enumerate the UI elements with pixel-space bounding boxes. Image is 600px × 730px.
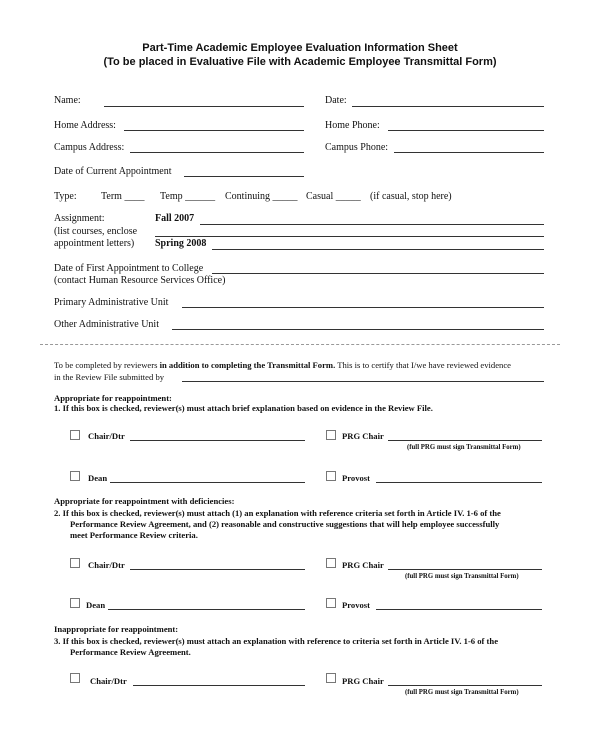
page-subtitle: (To be placed in Evaluative File with Academic Employee Transmittal Form): [103, 56, 497, 68]
fall-term-field-2[interactable]: [155, 236, 544, 237]
type-temp[interactable]: Temp ______: [160, 191, 216, 202]
section-2-provost-checkbox[interactable]: [326, 598, 336, 608]
current-appointment-label: Date of Current Appointment: [54, 166, 172, 177]
section-2-heading: Appropriate for reappointment with deficiencies:: [54, 496, 235, 506]
section-2-chair-label: Chair/Dtr: [88, 560, 125, 570]
section-3-prg-label: PRG Chair: [342, 676, 384, 686]
type-continuing[interactable]: Continuing _____: [225, 191, 298, 202]
section-1-dean-field[interactable]: [110, 482, 305, 483]
campus-phone-label: Campus Phone:: [325, 142, 389, 153]
home-phone-field[interactable]: [388, 130, 544, 131]
section-1-provost-checkbox[interactable]: [326, 471, 336, 481]
section-1-item: 1. If this box is checked, reviewer(s) must attach brief explanation based on evidence in the Review File.: [54, 403, 433, 413]
reviewers-pre: To be completed by reviewers: [54, 360, 158, 370]
section-1-prg-label: PRG Chair: [342, 431, 384, 441]
name-label: Name:: [54, 95, 81, 106]
review-file-field[interactable]: [182, 381, 544, 382]
reviewers-line-2: in the Review File submitted by: [54, 372, 165, 382]
first-appointment-label: Date of First Appointment to College: [54, 263, 204, 274]
date-field[interactable]: [352, 106, 544, 107]
type-casual[interactable]: Casual _____: [306, 191, 361, 202]
section-3-item-2: Performance Review Agreement.: [70, 647, 191, 657]
section-2-prg-checkbox[interactable]: [326, 558, 336, 568]
section-2-chair-field[interactable]: [130, 569, 305, 570]
section-3-prg-checkbox[interactable]: [326, 673, 336, 683]
section-1-heading: Appropriate for reappointment:: [54, 393, 172, 403]
primary-unit-label: Primary Administrative Unit: [54, 297, 169, 308]
section-2-chair-checkbox[interactable]: [70, 558, 80, 568]
other-unit-field[interactable]: [172, 329, 544, 330]
reviewers-line-1: [54, 360, 511, 370]
section-2-item-3: meet Performance Review criteria.: [70, 530, 198, 540]
first-appointment-field[interactable]: [212, 273, 544, 274]
divider: [40, 344, 560, 345]
assignment-note-1: (list courses, enclose: [54, 226, 138, 237]
section-1-chair-label: Chair/Dtr: [88, 431, 125, 441]
section-2-dean-checkbox[interactable]: [70, 598, 80, 608]
assignment-label: Assignment:: [54, 213, 105, 224]
primary-unit-field[interactable]: [182, 307, 544, 308]
fall-term-field[interactable]: [200, 224, 544, 225]
type-casual-note: (if casual, stop here): [370, 191, 452, 202]
section-3-chair-field[interactable]: [133, 685, 305, 686]
type-term[interactable]: Term ____: [101, 191, 145, 202]
date-label: Date:: [325, 95, 347, 106]
section-2-dean-label: Dean: [86, 600, 106, 610]
campus-address-field[interactable]: [130, 152, 304, 153]
section-1-prg-checkbox[interactable]: [326, 430, 336, 440]
reviewers-bold: in addition to completing the Transmittal Form.: [159, 360, 336, 370]
name-field[interactable]: [104, 106, 304, 107]
section-2-prg-field[interactable]: [388, 569, 542, 570]
section-3-item-1: 3. If this box is checked, reviewer(s) must attach an explanation with reference to criteria set forth in Article IV. 1-6 of the: [54, 636, 499, 646]
section-3-chair-checkbox[interactable]: [70, 673, 80, 683]
page-title: Part-Time Academic Employee Evaluation Information Sheet: [142, 42, 458, 54]
section-1-prg-note: (full PRG must sign Transmittal Form): [407, 444, 521, 451]
section-3-heading: Inappropriate for reappointment:: [54, 624, 179, 634]
section-1-chair-checkbox[interactable]: [70, 430, 80, 440]
section-2-provost-label: Provost: [342, 600, 371, 610]
current-appointment-field[interactable]: [184, 176, 304, 177]
section-1-provost-label: Provost: [342, 473, 371, 483]
section-3-prg-note: (full PRG must sign Transmittal Form): [405, 689, 519, 696]
section-2-provost-field[interactable]: [376, 609, 542, 610]
assignment-note-2: appointment letters): [54, 238, 135, 249]
section-1-dean-checkbox[interactable]: [70, 471, 80, 481]
spring-term-label: Spring 2008: [155, 238, 207, 249]
campus-address-label: Campus Address:: [54, 142, 125, 153]
home-address-field[interactable]: [124, 130, 304, 131]
campus-phone-field[interactable]: [394, 152, 544, 153]
section-3-prg-field[interactable]: [388, 685, 542, 686]
reviewers-post: This is to certify that I/we have reviewed evidence: [337, 360, 511, 370]
section-1-chair-field[interactable]: [130, 440, 305, 441]
section-3-chair-label: Chair/Dtr: [90, 676, 127, 686]
other-unit-label: Other Administrative Unit: [54, 319, 159, 330]
section-2-prg-label: PRG Chair: [342, 560, 384, 570]
section-2-prg-note: (full PRG must sign Transmittal Form): [405, 573, 519, 580]
section-2-item-2: Performance Review Agreement, and (2) reasonable and constructive suggestions that will help employee successfully: [70, 519, 500, 529]
type-label: Type:: [54, 191, 77, 202]
section-1-provost-field[interactable]: [376, 482, 542, 483]
home-phone-label: Home Phone:: [325, 120, 380, 131]
section-1-dean-label: Dean: [88, 473, 108, 483]
section-1-prg-field[interactable]: [388, 440, 542, 441]
fall-term-label: Fall 2007: [155, 213, 195, 224]
contact-hr-note: (contact Human Resource Services Office): [54, 275, 226, 286]
home-address-label: Home Address:: [54, 120, 116, 131]
spring-term-field[interactable]: [212, 249, 544, 250]
section-2-dean-field[interactable]: [108, 609, 305, 610]
section-2-item-1: 2. If this box is checked, reviewer(s) must attach (1) an explanation with reference criteria set forth in Article IV. 1-6 of the: [54, 508, 501, 518]
